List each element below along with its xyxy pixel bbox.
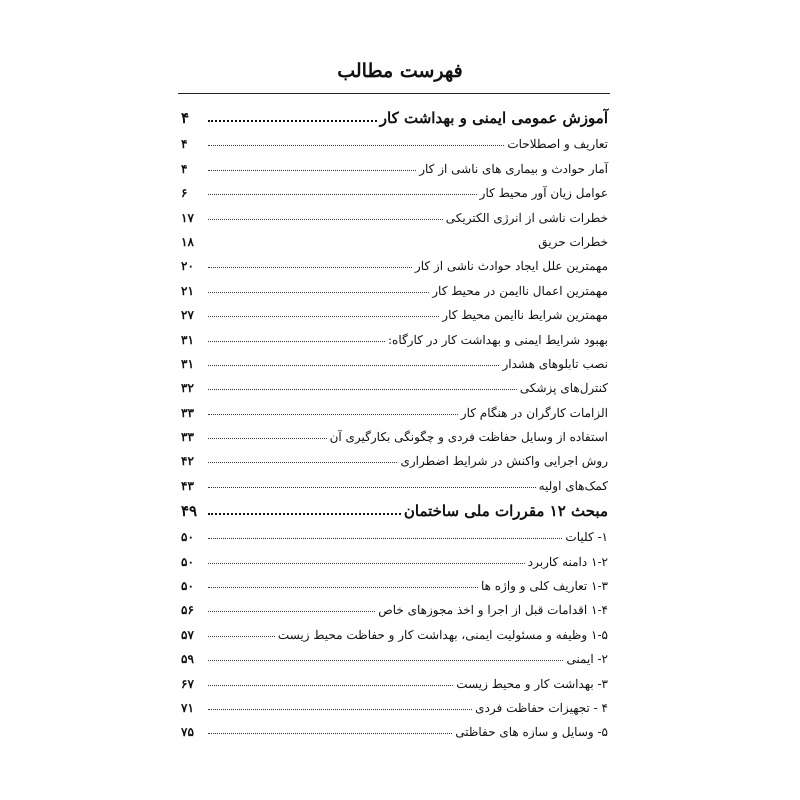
toc-page-number: ۳۱	[181, 332, 194, 347]
toc-section-heading[interactable]	[181, 100, 608, 127]
dot-leader	[208, 709, 472, 710]
dot-leader	[208, 316, 439, 317]
toc-page-number: ۴	[181, 161, 188, 176]
toc-page-number: ۴	[181, 137, 188, 152]
toc-entry[interactable]	[181, 420, 608, 444]
toc-entry[interactable]	[181, 691, 608, 715]
toc-entry-title: عوامل زیان آور محیط کار	[479, 186, 608, 201]
dot-leader	[208, 389, 517, 390]
page-title: فهرست مطالب	[337, 60, 463, 82]
toc-entry[interactable]	[181, 444, 608, 468]
toc-page-number: ۵۷	[181, 627, 194, 642]
toc-entry[interactable]	[181, 298, 608, 322]
toc-entry[interactable]	[181, 395, 608, 419]
dot-leader	[208, 145, 504, 146]
toc-entry[interactable]	[181, 225, 608, 249]
toc-page-number: ۴۹	[181, 501, 198, 520]
toc-page-number: ۴۳	[181, 478, 194, 493]
toc-entry[interactable]	[181, 569, 608, 593]
toc-page-number: ۶	[181, 186, 188, 201]
toc-entry[interactable]	[181, 200, 608, 224]
toc-entry-title: بهبود شرایط ایمنی و بهداشت کار در کارگاه:	[387, 332, 608, 347]
dot-leader	[208, 365, 499, 366]
dot-leader	[208, 341, 385, 342]
dot-leader	[208, 513, 401, 515]
toc-entry[interactable]	[181, 544, 608, 568]
toc-page-number: ۷۱	[181, 700, 194, 715]
toc-entry-title: مهمترین علل ایجاد حوادث ناشی از کار	[414, 259, 608, 274]
toc-entry-title: مهمترین شرایط ناایمن محیط کار	[442, 308, 608, 323]
dot-leader	[208, 462, 397, 463]
toc-page-number: ۴	[181, 109, 190, 127]
dot-leader	[208, 660, 563, 661]
toc-entry[interactable]	[181, 151, 608, 175]
toc-page-number: ۱۸	[181, 234, 194, 249]
toc-entry[interactable]	[181, 249, 608, 273]
dot-leader	[208, 611, 375, 612]
toc-entry-title: ۱-۴ اقدامات قبل از اجرا و اخذ مجوزهای خاص	[378, 603, 608, 618]
toc-page-number: ۲۰	[181, 259, 194, 274]
toc-entry-title: ۱-۲ دامنه کاربرد	[527, 554, 608, 569]
toc-entry-title: الزامات کارگران در هنگام کار	[460, 405, 608, 420]
toc-page-number: ۲۱	[181, 283, 194, 298]
toc-entry-title: نصب تابلوهای هشدار	[502, 356, 608, 371]
toc-entry-title: ۴ - تجهیزات حفاظت فردی	[475, 700, 608, 715]
toc-entry-title: مهمترین اعمال ناایمن در محیط کار	[432, 283, 608, 298]
dot-leader	[208, 194, 477, 195]
toc-entry[interactable]	[181, 593, 608, 617]
toc-page-number: ۳۳	[181, 405, 194, 420]
dot-leader	[208, 219, 443, 220]
toc-entry-title: ۱-۵ وظیفه و مسئولیت ایمنی، بهداشت کار و حفاظت محیط زیست	[277, 627, 608, 642]
dot-leader	[208, 487, 536, 488]
toc-entry-title: کنترل‌های پزشکی	[519, 381, 608, 396]
dot-leader	[208, 563, 525, 564]
dot-leader	[208, 733, 452, 734]
toc-entry-title: ۵- وسایل و سازه های حفاظتی	[455, 725, 608, 740]
toc-page-number: ۵۹	[181, 652, 194, 667]
dot-leader	[208, 636, 275, 637]
toc-page-number: ۵۰	[181, 579, 194, 594]
dot-leader	[208, 438, 327, 439]
dot-leader	[208, 685, 453, 686]
toc-entry[interactable]	[181, 273, 608, 297]
toc-entry-title: آموزش عمومی ایمنی و بهداشت کار	[379, 109, 608, 127]
table-of-contents	[181, 100, 608, 739]
dot-leader	[208, 292, 429, 293]
toc-entry[interactable]	[181, 666, 608, 690]
dot-leader	[208, 120, 377, 122]
toc-page-number: ۵۰	[181, 530, 194, 545]
title-underline	[178, 93, 610, 94]
dot-leader	[208, 538, 562, 539]
toc-entry-title: خطرات حریق	[538, 234, 608, 249]
toc-entry-title: روش اجرایی واکنش در شرایط اضطراری	[400, 454, 608, 469]
toc-entry[interactable]	[181, 371, 608, 395]
toc-entry[interactable]	[181, 127, 608, 151]
toc-entry[interactable]	[181, 617, 608, 641]
toc-page-number: ۲۷	[181, 308, 194, 323]
toc-page-number: ۴۲	[181, 454, 194, 469]
toc-entry-title: تعاریف و اصطلاحات	[507, 137, 608, 152]
toc-entry-title: آمار حوادث و بیماری های ناشی از کار	[419, 161, 608, 176]
dot-leader	[208, 170, 416, 171]
toc-entry-title: خطرات ناشی از انرژی الکتریکی	[445, 210, 608, 225]
dot-leader	[208, 587, 478, 588]
toc-page-number: ۳۲	[181, 381, 194, 396]
toc-entry-title: کمک‌های اولیه	[538, 478, 608, 493]
toc-page-number: ۶۷	[181, 676, 194, 691]
toc-page-number: ۵۰	[181, 554, 194, 569]
toc-entry-title: ۱- کلیات	[565, 530, 608, 545]
toc-entry-title: استفاده از وسایل حفاظت فردی و چگونگی بکارگیری آن	[329, 430, 608, 445]
toc-entry[interactable]	[181, 176, 608, 200]
toc-entry-title: ۲- ایمنی	[566, 652, 608, 667]
toc-section-heading[interactable]	[181, 493, 608, 520]
toc-page-number: ۳۳	[181, 430, 194, 445]
toc-entry[interactable]	[181, 520, 608, 544]
toc-entry[interactable]	[181, 715, 608, 739]
toc-entry-title: ۱-۳ تعاریف کلی و واژه ها	[480, 579, 608, 594]
toc-entry[interactable]	[181, 347, 608, 371]
toc-page-number: ۱۷	[181, 210, 194, 225]
toc-entry[interactable]	[181, 642, 608, 666]
toc-entry[interactable]	[181, 322, 608, 346]
toc-page-number: ۳۱	[181, 356, 194, 371]
dot-leader	[208, 267, 412, 268]
toc-page-number: ۷۵	[181, 725, 194, 740]
toc-entry-title: مبحث ۱۲ مقررات ملی ساختمان	[403, 501, 608, 520]
toc-page-number: ۵۶	[181, 603, 194, 618]
toc-entry-title: ۳- بهداشت کار و محیط زیست	[456, 676, 608, 691]
dot-leader	[208, 414, 458, 415]
toc-entry[interactable]	[181, 468, 608, 492]
